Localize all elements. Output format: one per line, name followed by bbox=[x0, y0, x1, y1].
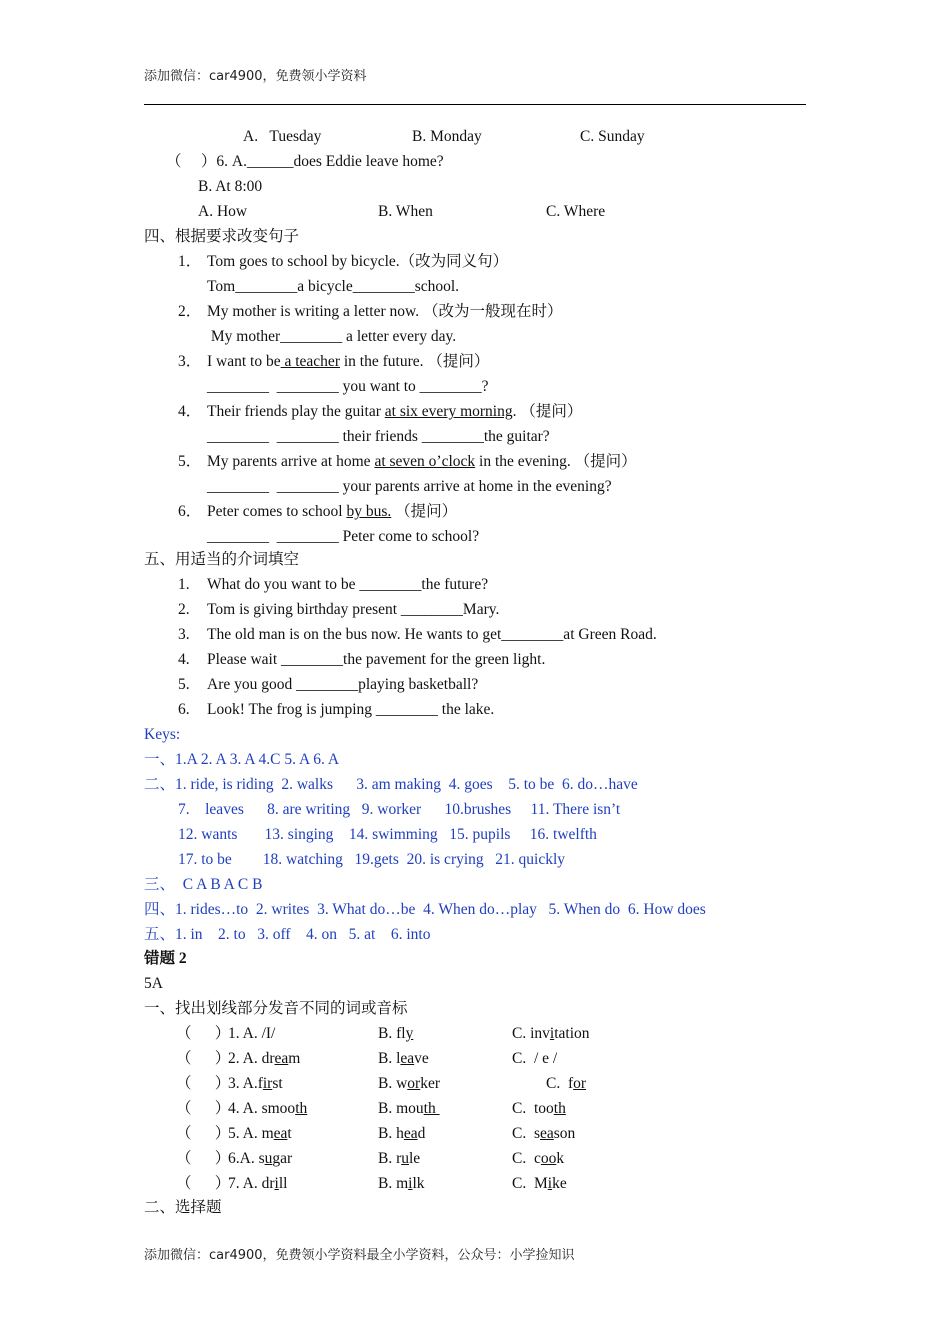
word-part: 5. A. m bbox=[228, 1125, 274, 1142]
section-4-item-number: 1． bbox=[178, 253, 202, 270]
sentence-text: Peter comes to school bbox=[207, 503, 347, 520]
keys-part-5: 五、1. in 2. to 3. off 4. on 5. at 6. into bbox=[144, 926, 431, 943]
sentence-instruction: . （提问） bbox=[512, 403, 583, 420]
section-4-item-answer-line: ________ ________ Peter come to school? bbox=[207, 528, 480, 545]
underlined-part: u bbox=[264, 1150, 273, 1167]
underlined-part: ir bbox=[262, 1075, 273, 1092]
sentence-text: My parents arrive at home bbox=[207, 453, 375, 470]
answer-bracket: （ ） bbox=[176, 1100, 231, 1117]
word-part: C. M bbox=[512, 1175, 548, 1192]
word-part: B. l bbox=[378, 1050, 401, 1067]
keys-part-2-line-2: 7. leaves 8. are writing 9. worker 10.brushes 11. There isn’t bbox=[178, 801, 621, 818]
underlined-part: ea bbox=[403, 1125, 418, 1142]
option-a bbox=[228, 1049, 300, 1069]
section-4-item-number: 5． bbox=[178, 453, 202, 470]
question-6-option-b: B. When bbox=[378, 203, 433, 220]
question-6-option-c: C. Where bbox=[546, 203, 606, 220]
grade-label: 5A bbox=[144, 975, 163, 992]
word-part: B. fl bbox=[378, 1025, 406, 1042]
page-header: 添加微信：car4900，免费领小学资料 bbox=[144, 69, 367, 84]
section-4-item-answer-line: My mother________ a letter every day. bbox=[207, 328, 457, 345]
underlined-part: i bbox=[547, 1175, 553, 1192]
section-4-item-sentence bbox=[207, 502, 457, 522]
option-b bbox=[378, 1099, 440, 1119]
underlined-part: or bbox=[573, 1075, 587, 1092]
word-part: lk bbox=[412, 1175, 425, 1192]
section-4-item-number: 3． bbox=[178, 353, 202, 370]
word-part: ll bbox=[278, 1175, 288, 1192]
sentence-instruction: in the evening. （提问） bbox=[475, 453, 637, 470]
answer-bracket: （ ） bbox=[176, 1125, 231, 1142]
word-part: 1. A. /I/ bbox=[228, 1025, 276, 1042]
section-5-item-text: What do you want to be ________the future? bbox=[207, 576, 489, 593]
option-b bbox=[378, 1049, 429, 1069]
pronunciation-section-title: 一、找出划线部分发音不同的词或音标 bbox=[144, 1000, 408, 1017]
underlined-part: ea bbox=[274, 1050, 289, 1067]
keys-part-3: 三、 C A B A C B bbox=[144, 876, 263, 893]
underlined-phrase: at seven o’clock bbox=[374, 453, 476, 470]
underlined-part: or bbox=[407, 1075, 421, 1092]
option-c: C. Sunday bbox=[580, 128, 645, 145]
word-part: 7. A. dr bbox=[228, 1175, 275, 1192]
underlined-part: i bbox=[549, 1025, 555, 1042]
word-part: ve bbox=[414, 1050, 429, 1067]
option-a bbox=[228, 1074, 283, 1094]
underlined-part: i bbox=[274, 1175, 279, 1192]
option-a bbox=[228, 1174, 287, 1194]
section-5-item-text: Tom is giving birthday present ________Mary. bbox=[207, 601, 500, 618]
word-part: 4. A. smoo bbox=[228, 1100, 296, 1117]
section-4-item-sentence bbox=[207, 402, 582, 422]
option-c bbox=[546, 1074, 586, 1094]
word-part: t bbox=[287, 1125, 292, 1142]
keys-title: Keys: bbox=[144, 726, 181, 743]
option-b bbox=[378, 1024, 413, 1044]
sentence-text: I want to be bbox=[207, 353, 281, 370]
word-part: k bbox=[556, 1150, 565, 1167]
answer-bracket: （ ） bbox=[176, 1050, 231, 1067]
keys-part-4: 四、1. rides…to 2. writes 3. What do…be 4. When do…play 5. When do 6. How does bbox=[144, 901, 706, 918]
option-b: B. Monday bbox=[412, 128, 482, 145]
underlined-phrase: by bus. bbox=[346, 503, 392, 520]
word-part: st bbox=[272, 1075, 283, 1092]
word-part: m bbox=[288, 1050, 301, 1067]
header-rule bbox=[144, 104, 806, 105]
answer-bracket: （ ） bbox=[176, 1150, 231, 1167]
underlined-part: ea bbox=[540, 1125, 554, 1142]
section-5-item-number: 6. bbox=[178, 701, 190, 718]
underlined-part: th bbox=[553, 1100, 566, 1117]
option-c bbox=[512, 1024, 590, 1044]
underlined-part: oo bbox=[540, 1150, 557, 1167]
option-a bbox=[228, 1149, 292, 1169]
word-part: C. c bbox=[512, 1150, 541, 1167]
section-4-item-sentence bbox=[207, 352, 489, 372]
errors-2-title: 错题 2 bbox=[144, 950, 187, 967]
option-b bbox=[378, 1074, 440, 1094]
option-c bbox=[512, 1124, 575, 1144]
option-b bbox=[378, 1174, 425, 1194]
section-5-item-number: 5. bbox=[178, 676, 190, 693]
underlined-part: ea bbox=[273, 1125, 288, 1142]
option-c bbox=[512, 1099, 566, 1119]
section-4-item-sentence bbox=[207, 252, 508, 272]
section-5-item-text: Are you good ________playing basketball? bbox=[207, 676, 479, 693]
option-a bbox=[228, 1024, 275, 1044]
section-4-item-answer-line: ________ ________ your parents arrive at home in the evening? bbox=[207, 478, 612, 495]
section-4-item-answer-line: ________ ________ their friends ________the guitar? bbox=[207, 428, 550, 445]
option-a bbox=[228, 1099, 307, 1119]
section-4-item-answer-line: ________ ________ you want to ________? bbox=[207, 378, 489, 395]
word-part: C. inv bbox=[512, 1025, 550, 1042]
section-5-item-number: 3. bbox=[178, 626, 190, 643]
question-6-option-a: A. How bbox=[198, 203, 248, 220]
underlined-phrase: a teacher bbox=[280, 353, 340, 370]
sentence-text: Their friends play the guitar bbox=[207, 403, 385, 420]
option-c bbox=[512, 1149, 564, 1169]
question-6-stem: （ ）6. A.______does Eddie leave home? bbox=[166, 153, 444, 170]
section-4-item-answer-line: Tom________a bicycle________school. bbox=[207, 278, 460, 295]
word-part: C. s bbox=[512, 1125, 540, 1142]
underlined-phrase: at six every morning bbox=[384, 403, 513, 420]
word-part: B. mou bbox=[378, 1100, 424, 1117]
keys-part-2-line-4: 17. to be 18. watching 19.gets 20. is crying 21. quickly bbox=[178, 851, 566, 868]
section-2-title: 二、选择题 bbox=[144, 1199, 222, 1216]
section-5-item-number: 2. bbox=[178, 601, 190, 618]
sentence-text: Tom goes to school by bicycle.（改为同义句） bbox=[207, 253, 509, 270]
word-part: C. f bbox=[546, 1075, 574, 1092]
keys-part-1: 一、1.A 2. A 3. A 4.C 5. A 6. A bbox=[144, 751, 340, 768]
underlined-part: th bbox=[423, 1100, 440, 1117]
section-4-item-number: 4． bbox=[178, 403, 202, 420]
underlined-part: ea bbox=[400, 1050, 415, 1067]
underlined-part: th bbox=[295, 1100, 308, 1117]
section-4-item-sentence bbox=[207, 302, 562, 322]
section-5-item-text: The old man is on the bus now. He wants to get________at Green Road. bbox=[207, 626, 657, 643]
answer-bracket: （ ） bbox=[176, 1025, 231, 1042]
section-4-item-sentence bbox=[207, 452, 637, 472]
word-part: 2. A. dr bbox=[228, 1050, 275, 1067]
word-part: tation bbox=[554, 1025, 590, 1042]
word-part: ker bbox=[420, 1075, 441, 1092]
keys-part-2-line-3: 12. wants 13. singing 14. swimming 15. pupils 16. twelfth bbox=[178, 826, 597, 843]
underlined-part: y bbox=[405, 1025, 414, 1042]
word-part: d bbox=[417, 1125, 426, 1142]
section-4-title: 四、根据要求改变句子 bbox=[144, 228, 300, 245]
sentence-instruction: （提问） bbox=[391, 503, 458, 520]
page-footer: 添加微信：car4900，免费领小学资料最全小学资料，公众号：小学捡知识 bbox=[144, 1248, 575, 1263]
sentence-instruction: in the future. （提问） bbox=[339, 353, 490, 370]
option-b bbox=[378, 1124, 425, 1144]
word-part: B. r bbox=[378, 1150, 402, 1167]
word-part: le bbox=[409, 1150, 421, 1167]
option-c bbox=[512, 1049, 557, 1069]
underlined-part: u bbox=[401, 1150, 409, 1167]
word-part: 3. A.f bbox=[228, 1075, 263, 1092]
word-part: C. / e / bbox=[512, 1050, 558, 1067]
keys-part-2-line-1: 二、1. ride, is riding 2. walks 3. am making 4. goes 5. to be 6. do…have bbox=[144, 776, 638, 793]
section-4-item-number: 2． bbox=[178, 303, 202, 320]
underlined-part: i bbox=[408, 1175, 413, 1192]
section-4-item-number: 6． bbox=[178, 503, 202, 520]
word-part: ke bbox=[552, 1175, 567, 1192]
option-b bbox=[378, 1149, 420, 1169]
word-part: son bbox=[553, 1125, 576, 1142]
option-a: A. Tuesday bbox=[243, 128, 322, 145]
answer-bracket: （ ） bbox=[176, 1175, 231, 1192]
option-a bbox=[228, 1124, 292, 1144]
word-part: B. w bbox=[378, 1075, 408, 1092]
option-c bbox=[512, 1174, 567, 1194]
section-5-item-text: Please wait ________the pavement for the green light. bbox=[207, 651, 546, 668]
section-5-title: 五、用适当的介词填空 bbox=[144, 551, 300, 568]
section-5-item-number: 1. bbox=[178, 576, 190, 593]
word-part: B. h bbox=[378, 1125, 404, 1142]
answer-bracket: （ ） bbox=[176, 1075, 231, 1092]
word-part: 6.A. s bbox=[228, 1150, 265, 1167]
section-5-item-number: 4. bbox=[178, 651, 190, 668]
section-5-item-text: Look! The frog is jumping ________ the lake. bbox=[207, 701, 495, 718]
word-part: B. m bbox=[378, 1175, 409, 1192]
word-part: C. too bbox=[512, 1100, 554, 1117]
sentence-text: My mother is writing a letter now. （改为一般现在时） bbox=[207, 303, 563, 320]
word-part: gar bbox=[272, 1150, 293, 1167]
question-6-line2: B. At 8:00 bbox=[198, 178, 263, 195]
